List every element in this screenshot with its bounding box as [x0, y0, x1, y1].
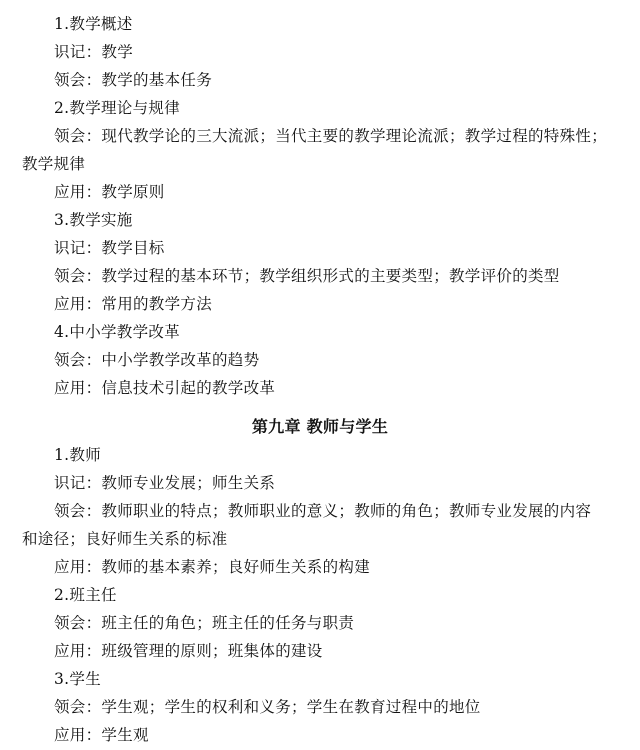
section-heading-teaching-overview: 1.教学概述 [54, 15, 133, 33]
list-item: 识记：教学 [54, 43, 134, 61]
list-item: 领会：学生观；学生的权利和义务；学生在教育过程中的地位 [54, 698, 481, 716]
section-heading-teacher: 1.教师 [54, 446, 101, 464]
list-item: 识记：教师专业发展；师生关系 [54, 474, 276, 492]
list-item-continuation: 教学规律 [22, 155, 86, 173]
list-item-continuation: 和途径；良好师生关系的标准 [22, 530, 228, 548]
section-heading-head-teacher: 2.班主任 [54, 586, 117, 604]
list-item: 领会：中小学教学改革的趋势 [54, 351, 260, 369]
list-item: 领会：现代教学论的三大流派；当代主要的教学理论流派；教学过程的特殊性； [54, 127, 608, 145]
section-heading-teaching-reform: 4.中小学教学改革 [54, 323, 180, 341]
list-item: 应用：信息技术引起的教学改革 [54, 379, 276, 397]
list-item: 应用：常用的教学方法 [54, 295, 213, 313]
list-item: 领会：教师职业的特点；教师职业的意义；教师的角色；教师专业发展的内容 [54, 502, 592, 520]
section-heading-student: 3.学生 [54, 670, 101, 688]
list-item: 应用：教学原则 [54, 183, 165, 201]
list-item: 领会：班主任的角色；班主任的任务与职责 [54, 614, 355, 632]
list-item: 领会：教学的基本任务 [54, 71, 213, 89]
section-heading-teaching-implementation: 3.教学实施 [54, 211, 133, 229]
section-heading-teaching-theory: 2.教学理论与规律 [54, 99, 180, 117]
chapter-title: 第九章 教师与学生 [251, 417, 389, 436]
list-item: 应用：班级管理的原则；班集体的建设 [54, 642, 323, 660]
list-item: 领会：教学过程的基本环节；教学组织形式的主要类型；教学评价的类型 [54, 267, 560, 285]
list-item: 识记：教学目标 [54, 239, 165, 257]
list-item: 应用：教师的基本素养；良好师生关系的构建 [54, 558, 371, 576]
list-item: 应用：学生观 [54, 726, 149, 744]
